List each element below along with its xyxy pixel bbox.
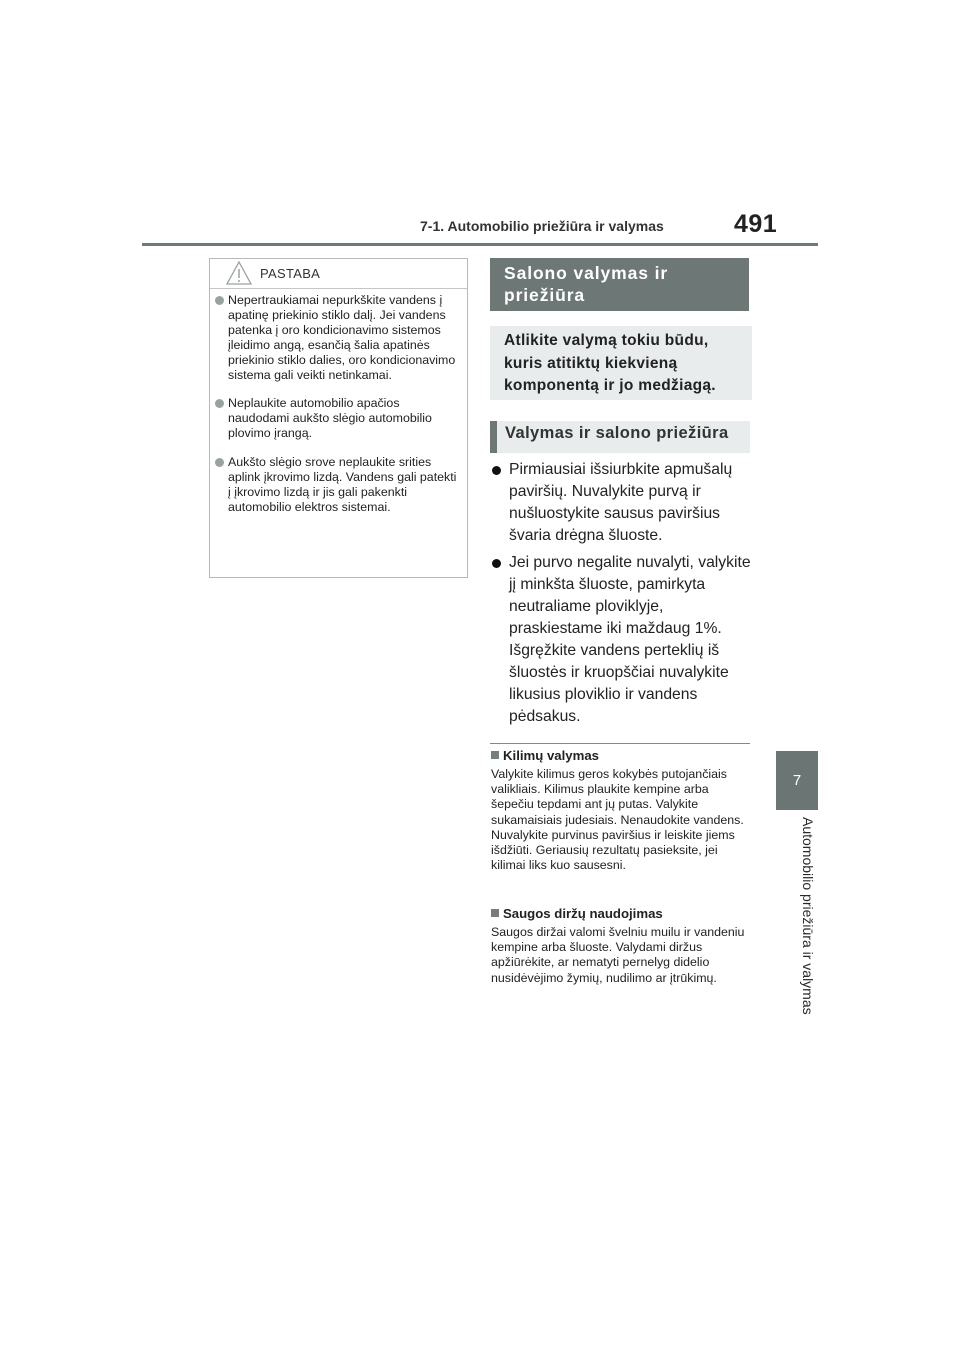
notice-item	[210, 455, 467, 515]
list-item	[492, 552, 756, 728]
list-item-text: Pirmiausiai išsiurbkite apmušalų paviršių. Nuvalykite purvą ir nušluostykite sausus paviršius švaria drėgna šluoste.	[509, 461, 733, 544]
notice-item-text: Neplaukite automobilio apačios naudodami aukšto slėgio automobilio plovimo įrangą.	[228, 396, 432, 440]
bullet-dot-icon	[215, 296, 224, 305]
warning-triangle-icon	[225, 260, 253, 286]
bullet-dot-icon	[215, 458, 224, 467]
notice-item	[210, 396, 467, 441]
list-item-text: Jei purvo negalite nuvalyti, valykite jį minkšta šluoste, pamirkyta neutraliame ploviklyje, praskiestame iki maždaug 1%. Išgręžkite vandens perteklių iš šluostės ir kruopščiai nuvalykite likusius ploviklio ir vandens pėdsakus.	[509, 554, 751, 725]
subsection-title-text: Saugos diržų naudojimas	[503, 906, 663, 921]
section-divider	[490, 743, 750, 744]
bullet-dot-icon	[492, 466, 501, 475]
subsection-body: Valykite kilimus geros kokybės putojančiais valikliais. Kilimus plaukite kempine arba šepečiu tepdami ant jų putas. Valykite sukamaisiais judesiais. Nenaudokite vandens. Nuvalykite purvinus paviršius ir leiskite jiems išdžiūti. Geriausių rezultatų pasieksite, jei kilimai liks kuo sausesni.	[491, 767, 744, 873]
square-bullet-icon	[491, 751, 499, 759]
subsection-body: Saugos diržai valomi švelniu muilu ir vandeniu kempine arba šluoste. Valydami diržus apžiūrėkite, ar nematyti pernelyg didelio nusidėvėjimo žymių, nudilimo ar įtrūkimų.	[491, 925, 745, 985]
notice-item-text: Nepertraukiamai nepurkškite vandens į apatinę priekinio stiklo dalį. Jei vandens patenka į oro kondicionavimo sistemos įleidimo angą, esančią šalia apatinės priekinio stiklo dalies, oro kondicionavimo sistema gali veikti netinkamai.	[228, 293, 456, 382]
subsection-carpets	[491, 748, 753, 873]
running-header: 7-1. Automobilio priežiūra ir valymas	[420, 218, 664, 234]
chapter-tab: 7	[776, 751, 818, 810]
subsection-title-text: Kilimų valymas	[503, 748, 600, 763]
subheading: Valymas ir salono priežiūra	[490, 421, 750, 453]
section-title: Salono valymas ir priežiūra	[490, 258, 749, 311]
notice-item	[210, 293, 467, 383]
main-bullet-list	[492, 459, 756, 728]
notice-header	[210, 259, 467, 289]
square-bullet-icon	[491, 909, 499, 917]
subsection-title	[491, 906, 753, 922]
page-number: 491	[734, 210, 778, 238]
list-item	[492, 459, 756, 547]
notice-box	[209, 258, 468, 578]
notice-item-text: Aukšto slėgio srove neplaukite srities aplink įkrovimo lizdą. Vandens gali patekti į įkrovimo lizdą ir jis gali pakenkti automobilio elektros sistemai.	[228, 455, 457, 514]
bullet-dot-icon	[215, 399, 224, 408]
header-divider	[142, 243, 818, 246]
subsection-seatbelts	[491, 906, 753, 986]
subsection-title	[491, 748, 753, 764]
intro-text: Atlikite valymą tokiu būdu, kuris atitiktų kiekvieną komponentą ir jo medžiagą.	[490, 326, 752, 400]
notice-title: PASTABA	[260, 266, 321, 281]
chapter-side-title: Automobilio priežiūra ir valymas	[800, 817, 816, 1015]
bullet-dot-icon	[492, 559, 501, 568]
